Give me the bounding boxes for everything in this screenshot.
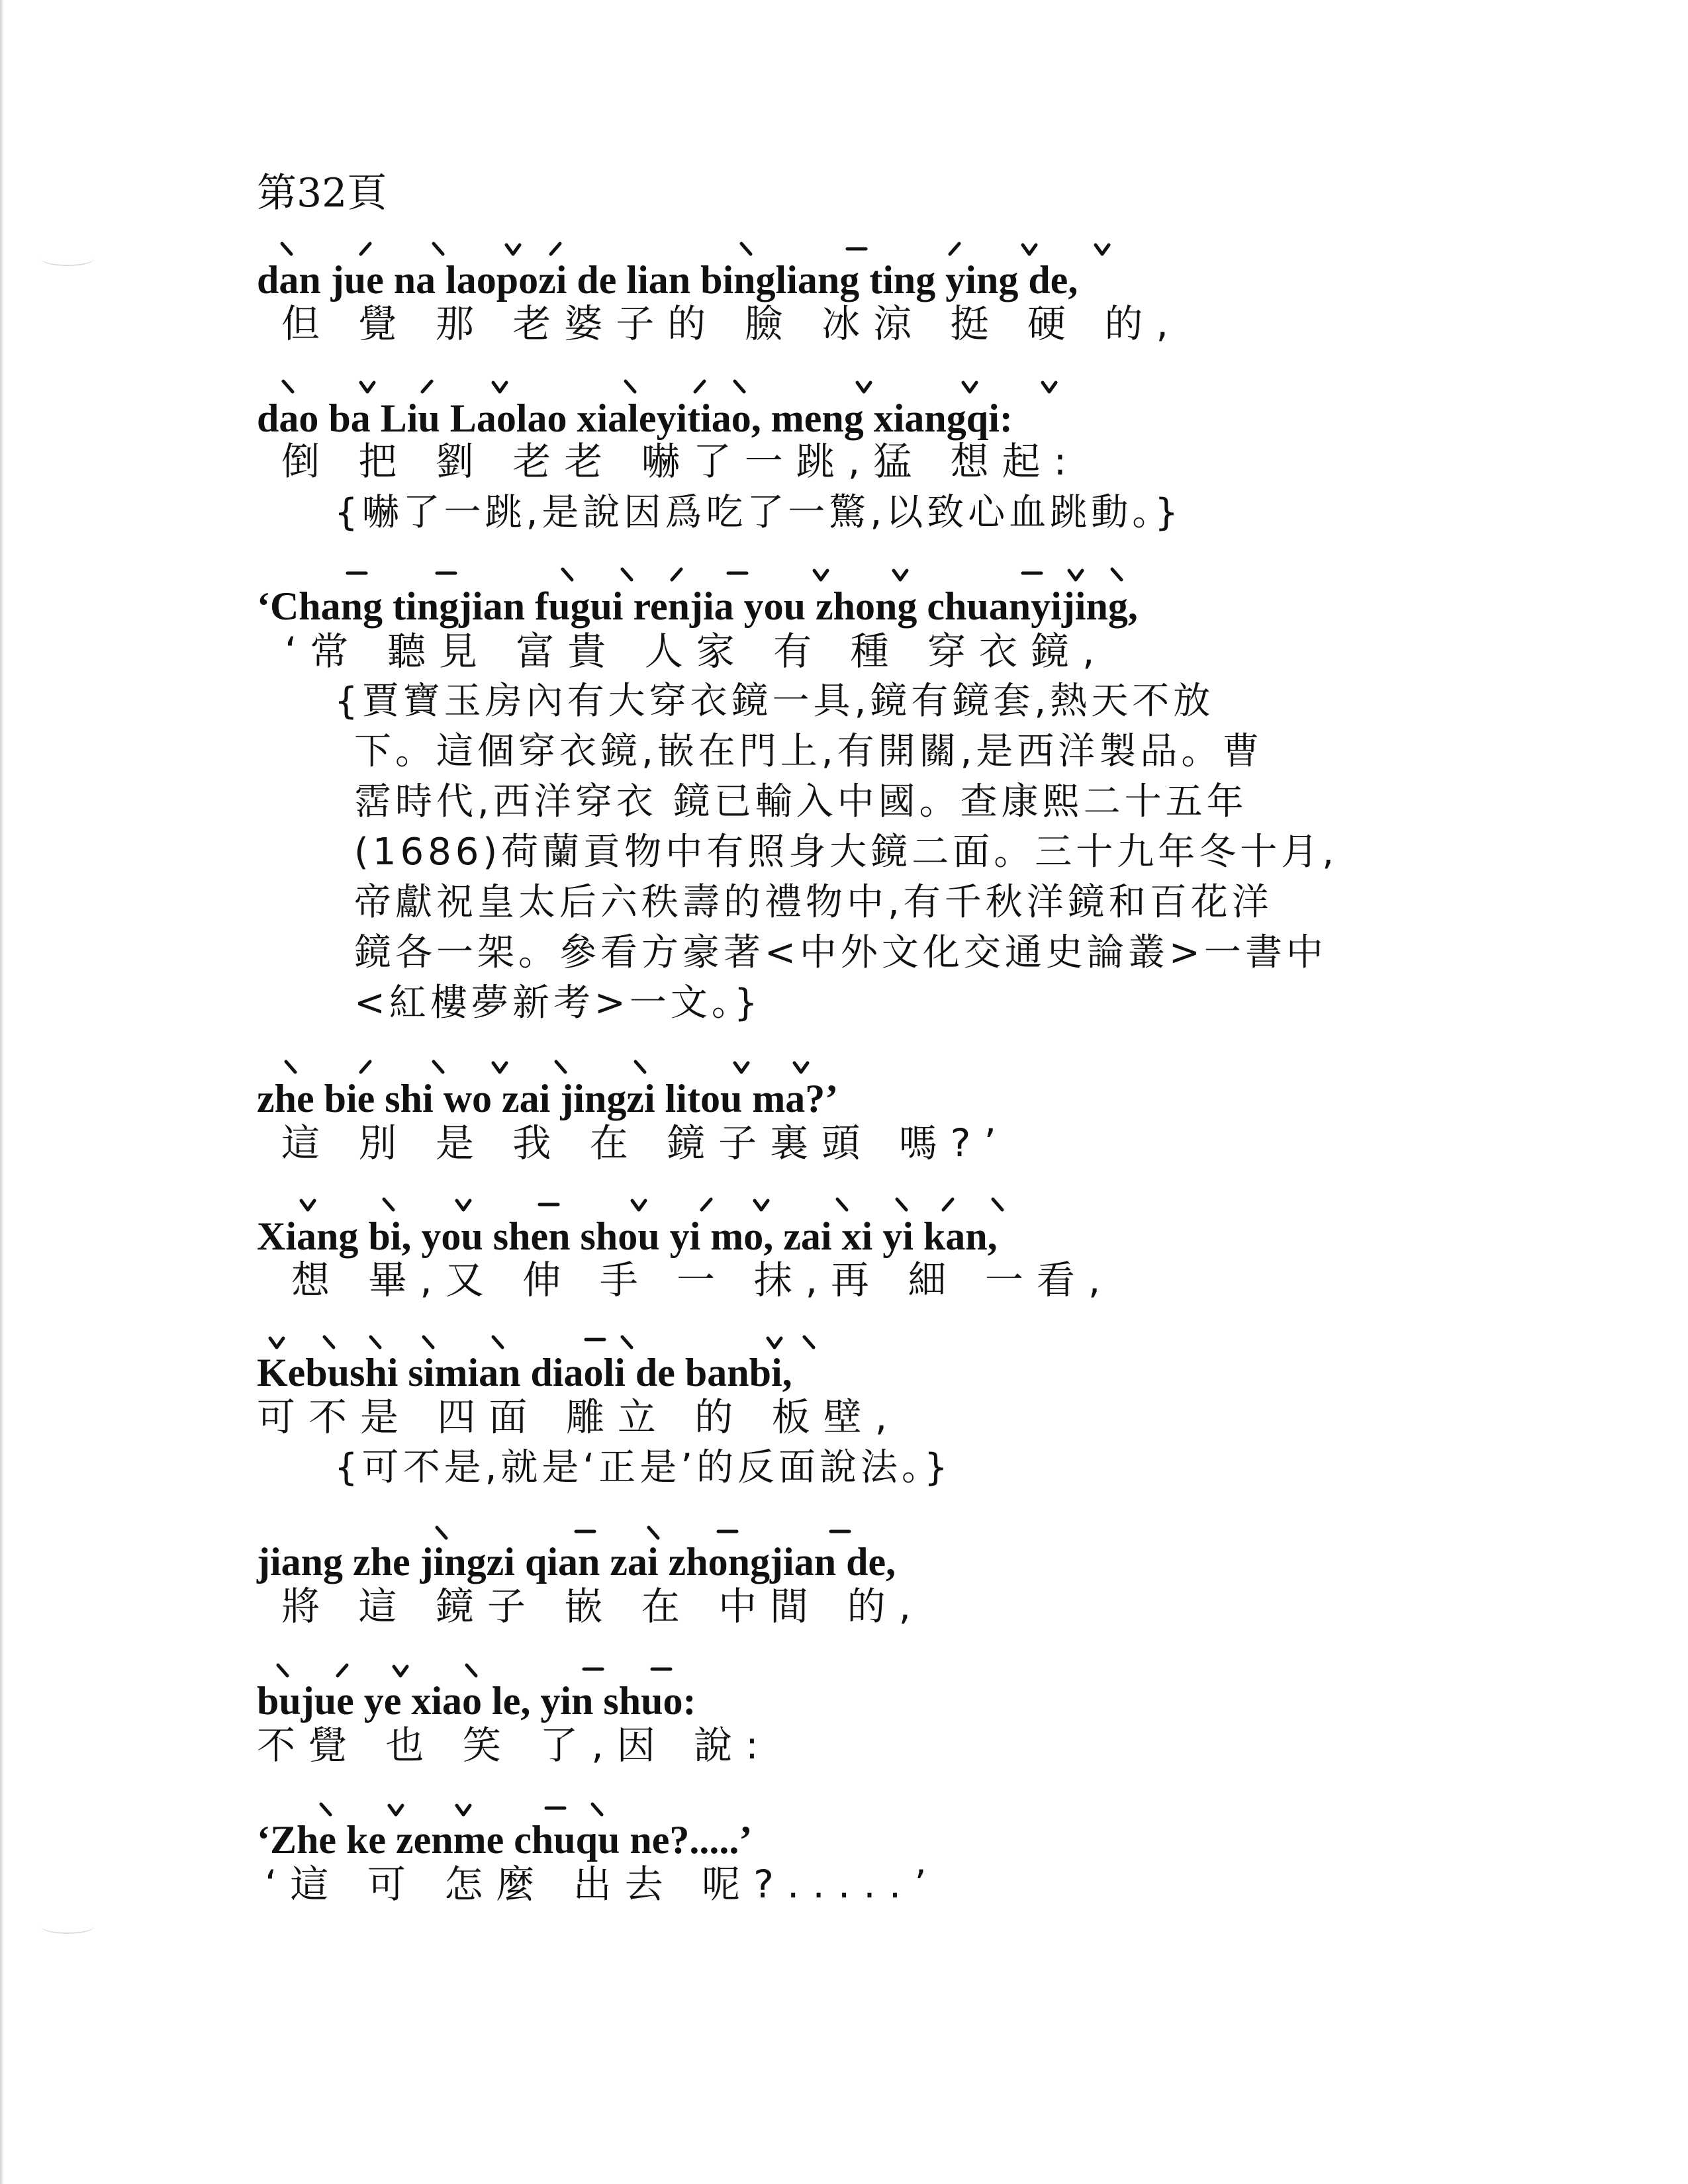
tone-dip-icon	[1069, 570, 1082, 580]
tone-fall-icon	[1112, 569, 1121, 580]
hanzi-line: 這 別 是 我 在 鏡子裏頭 嗎?’	[281, 1120, 1009, 1165]
tone-dip-icon	[361, 383, 374, 392]
tone-fall-icon	[324, 1337, 334, 1347]
annotation-note: 帝獻祝皇太后六秩壽的禮物中,有千秋洋鏡和百花洋	[354, 881, 1273, 924]
tone-dip-icon	[963, 383, 976, 392]
pinyin-line: dao ba Liu Laolao xialeyitiao, meng xiangqi:	[257, 396, 1013, 440]
tone-mark-group	[283, 381, 1056, 392]
tone-dip-icon	[493, 383, 506, 392]
hanzi-line: ‘常 聽見 富貴 人家 有 種 穿衣鏡,	[285, 629, 1108, 674]
annotation-note: {可不是,就是‘正是’的反面說法。}	[334, 1446, 952, 1489]
tone-dip-icon	[768, 1338, 781, 1347]
tone-fall-icon	[592, 1804, 602, 1815]
hanzi-line: 不覺 也 笑 了,因 說:	[257, 1723, 772, 1768]
punch-hole-mark	[41, 1919, 94, 1934]
tone-fall-icon	[371, 1337, 380, 1347]
tone-rise-icon	[943, 1199, 953, 1210]
pinyin-line: bujue ye xiao le, yin shuo:	[257, 1679, 696, 1723]
tone-dip-icon	[735, 1063, 748, 1072]
tone-fall-icon	[649, 1527, 658, 1538]
tone-fall-icon	[286, 1062, 295, 1072]
tone-dip-icon	[755, 1201, 768, 1210]
hanzi-line: 將 這 鏡子 嵌 在 中間 的,	[281, 1584, 925, 1629]
tone-fall-icon	[622, 1337, 632, 1347]
tone-fall-icon	[384, 1199, 393, 1210]
tone-fall-icon	[735, 381, 744, 392]
tone-fall-icon	[897, 1199, 906, 1210]
tone-fall-icon	[626, 381, 635, 392]
pinyin-line: Xiang bi, you shen shou yi mo, zai xi yi kan,	[257, 1214, 998, 1258]
pinyin-line: dan jue na laopozi de lian bingliang ting ying de,	[257, 258, 1078, 302]
tone-fall-icon	[993, 1199, 1002, 1210]
tone-mark-group	[301, 1199, 1002, 1210]
tone-rise-icon	[551, 244, 560, 254]
tone-dip-icon	[506, 245, 520, 254]
pinyin-line: ‘Chang tingjian fugui renjia you zhong chuanyijing,	[257, 584, 1138, 628]
tone-fall-icon	[321, 1804, 330, 1815]
pinyin-line: zhe bie shi wo zai jingzi litou ma?’	[257, 1077, 839, 1120]
tone-mark-group	[321, 1804, 602, 1815]
tone-fall-icon	[622, 569, 632, 580]
tone-dip-icon	[457, 1805, 470, 1815]
tone-mark-group	[278, 1665, 671, 1676]
tone-fall-icon	[278, 1665, 287, 1676]
tone-rise-icon	[702, 1199, 711, 1210]
annotation-note: 霑時代,西洋穿衣 鏡已輸入中國。查康熙二十五年	[354, 780, 1248, 823]
annotation-note: (1686)荷蘭貢物中有照身大鏡二面。三十九年冬十月,	[354, 831, 1338, 874]
tone-dip-icon	[814, 570, 827, 580]
tone-mark-group	[282, 244, 1109, 254]
tone-dip-icon	[857, 383, 870, 392]
tone-rise-icon	[422, 381, 432, 392]
tone-fall-icon	[434, 244, 443, 254]
tone-mark-group	[437, 1527, 849, 1538]
annotation-note: 下。這個穿衣鏡,嵌在門上,有開關,是西洋製品。曹	[354, 730, 1264, 773]
hanzi-line: ‘這 可 怎麼 出去 呢?.....’	[265, 1862, 940, 1907]
punch-hole-mark	[41, 251, 94, 266]
tone-fall-icon	[563, 569, 572, 580]
pinyin-line: Kebushi simian diaoli de banbi,	[257, 1351, 792, 1394]
tone-rise-icon	[338, 1665, 347, 1676]
hanzi-line: 想 畢,又 伸 手 一 抹,再 細 一看,	[291, 1257, 1114, 1302]
tone-fall-icon	[493, 1337, 502, 1347]
tone-dip-icon	[1043, 383, 1056, 392]
pinyin-line: jiang zhe jingzi qian zai zhongjian de,	[257, 1540, 896, 1584]
tone-fall-icon	[283, 381, 293, 392]
page-title: 第32頁	[257, 170, 387, 216]
tone-dip-icon	[894, 570, 907, 580]
tone-dip-icon	[1096, 245, 1109, 254]
tone-fall-icon	[556, 1062, 565, 1072]
tone-rise-icon	[361, 1062, 370, 1072]
tone-rise-icon	[361, 244, 370, 254]
tone-fall-icon	[837, 1199, 847, 1210]
tone-fall-icon	[437, 1527, 446, 1538]
tone-dip-icon	[394, 1666, 407, 1676]
tone-rise-icon	[672, 569, 681, 580]
tone-mark-group	[286, 1062, 808, 1072]
tone-rise-icon	[950, 244, 959, 254]
tone-dip-icon	[794, 1063, 808, 1072]
hanzi-line: 但 覺 那 老婆子的 臉 冰涼 挺 硬 的,	[281, 301, 1182, 346]
annotation-note: <紅樓夢新考>一文。}	[354, 981, 762, 1024]
annotation-note: {嚇了一跳,是說因爲吃了一驚,以致心血跳動。}	[334, 491, 1182, 534]
tone-dip-icon	[457, 1201, 470, 1210]
tone-dip-icon	[632, 1201, 645, 1210]
tone-mark-group	[348, 569, 1121, 580]
pinyin-line: ‘Zhe ke zenme chuqu ne?.....’	[257, 1818, 753, 1862]
tone-mark-group	[270, 1337, 814, 1347]
scan-edge	[0, 0, 4, 2184]
tone-fall-icon	[434, 1062, 443, 1072]
tone-fall-icon	[467, 1665, 476, 1676]
tone-fall-icon	[424, 1337, 433, 1347]
tone-dip-icon	[270, 1338, 283, 1347]
tone-fall-icon	[741, 244, 751, 254]
tone-rise-icon	[695, 381, 704, 392]
tone-fall-icon	[635, 1062, 645, 1072]
tone-fall-icon	[282, 244, 291, 254]
annotation-note: {賈寶玉房內有大穿衣鏡一具,鏡有鏡套,熱天不放	[334, 680, 1215, 723]
hanzi-line: 可不是 四面 雕立 的 板壁,	[257, 1394, 901, 1439]
tone-dip-icon	[1023, 245, 1036, 254]
hanzi-line: 倒 把 劉 老老 嚇了一跳,猛 想起:	[281, 439, 1080, 484]
tone-dip-icon	[493, 1063, 506, 1072]
annotation-note: 鏡各一架。參看方豪著<中外文化交通史論叢>一書中	[354, 931, 1327, 974]
tone-fall-icon	[804, 1337, 814, 1347]
tone-dip-icon	[301, 1201, 314, 1210]
tone-dip-icon	[389, 1805, 402, 1815]
